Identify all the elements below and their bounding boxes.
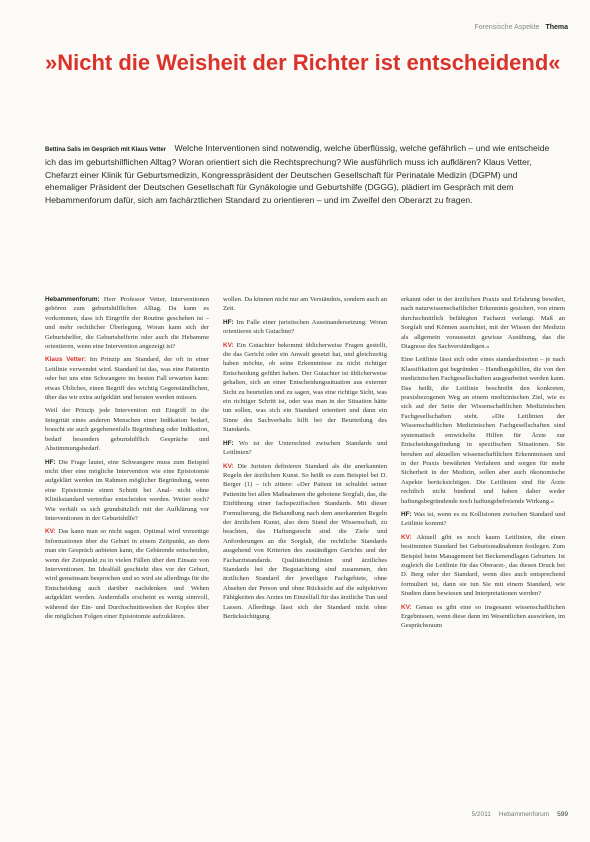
interviewer-label: Hebammenforum:: [45, 296, 100, 303]
article-title: »Nicht die Weisheit der Richter ist entscheidend«: [45, 50, 561, 75]
interviewer-label: HF:: [223, 318, 234, 326]
article-lead: [45, 142, 550, 206]
paragraph-text: Weil der Prinzip jede Intervention mit Eingriff in die Integrität eines anderen Menschen einer Indikation bedarf, braucht sie auch gegebenenfalls Begründung oder Indikation, bedarf besonders geburtshilflich Gespräche und Abstimmungsbedarf.: [45, 407, 209, 453]
interviewer-label: HF:: [45, 458, 56, 466]
header-rubric: Forensische Aspekte: [474, 24, 540, 31]
page-header: [474, 24, 568, 31]
page-footer: [472, 811, 568, 818]
paragraph-text: Wo ist der Unterschied zwischen Standards und Leitlinien?: [223, 439, 387, 457]
lead-text: Welche Interventionen sind notwendig, welche überflüssig, welche gefährlich – und wie entscheide ich das im geburtshilflichen Alltag? Woran orientiert sich die Rechtsprechung? Wie ausführlich muss ich aufklären? Klaus Vetter, Chefarzt einer Klinik für Geburtsmedizin, Kongresspräsident der Deutschen Gesellschaft für Perinatale Medizin (DGPM) und ehemaliger Präsident der Deutschen Gesellschaft für Gynäkologie und Geburtshilfe (DGGG), plädiert im Gespräch mit dem Hebammenforum dafür, sich am fachärztlichen Standard zu orientieren – und im Zweifel den Oberarzt zu fragen.: [45, 143, 550, 205]
paragraph: [45, 527, 209, 621]
paragraph-text: erkannt oder in der ärztlichen Praxis und Erfahrung bewährt, nach naturwissenschaftlicher Erkenntnis gesichert, von einem durchschnittlich befähigten Facharzt verlangt. Maß an Sorgfalt und Können ausrichtet, mit der Wissen der Medizin als allgemein voraussetzt gewisse Ausübung, das die Diagnose des Sachverständigen.«: [401, 296, 565, 351]
paragraph: [45, 355, 209, 402]
footer-magazine: Hebammenforum: [498, 811, 550, 818]
paragraph: [401, 603, 565, 631]
paragraph-text: Die Frage lautet, eine Schwangere muss zum Beispiel nicht über eine mögliche Intervention wie eine Episiotomie aufgeklärt werden im Rahmen möglicher Begründung, wenn eine Episiotomie einen Schnitt bei Anal- nicht ohne Klinikstandard vertretbar entscheiden werden. Weiter noch? Wie verhält es sich grundsätzlich mit der Aufklärung vor Interventionen in der Geburtshilfe?: [45, 458, 209, 522]
paragraph: [401, 355, 565, 506]
header-section: Thema: [545, 24, 568, 31]
paragraph: [223, 341, 387, 435]
page-number: 599: [557, 811, 568, 818]
paragraph: [223, 439, 387, 458]
paragraph-text: Das kann man so nicht sagen. Optimal wird vorzeitige Informationen über die Geburt in einem Zeitpunkt, an dem man ein Gespräch anbieten kann, die Gebärende entscheiden, wenn der Zeitpunkt zu in vielen Fällen über den Einsatz von Interventionen. Im Idealfall geschieht dies vor der Geburt, wird gemeinsam besprochen und so wird sie allerdings für die Entscheidung auch darüber nachdenken und Wehen aufgeklärt werden. Andernfalls erscheint es wenig sinnvoll, während der Ein- und Durchschnittswehen der Kopfes über die möglichen Folgen einer Episiotomie aufzuklären.: [45, 528, 209, 620]
paragraph-text: Genau es gibt eine so insgesamt wissenschaftlichen Ergebnissen, wenn diese dann im Wesentlichen auswirken, im Gesprächsraum: [401, 603, 565, 630]
column-3: [401, 295, 565, 777]
column-2: [223, 295, 387, 777]
speaker-label: KV:: [223, 462, 234, 470]
paragraph: [223, 462, 387, 622]
column-1: [45, 295, 209, 777]
speaker-label: Klaus Vetter:: [45, 356, 87, 364]
paragraph: [401, 295, 565, 351]
paragraph: [45, 406, 209, 453]
article-body: [45, 295, 565, 777]
paragraph-text: Im Prinzip am Standard, der oft in einer Leitlinie verwendet wird. Standard ist das, was eine Patientin oder bei uns eine Schwangere im besten Fall erwarten kann: etwas Übliches, einen Begriff des wichtig Gegenständlichen, über das wir extra aufgeklärt und beraten werden müssen.: [45, 356, 209, 402]
paragraph-text: Eine Leitlinie lässt sich oder eines standardisierten – je nach Klassifikation gut begründen – Handlungshilfen, die von den medizinischen Fachgesellschaften ausgearbeitet werden kann. Das heißt, die Leitlinie beschreibt den konkreten, praxisbezogenen Weg an einem medizinischen Ziel, wie es sich auf der Seite der Wissenschaftlichen Medizinischen Fachgesellschaften steht. »Die Leitlinien der Wissenschaftlichen Medizinischen Fachgesellschaften sind systematisch entwickelte Hilfen für Ärzte zur Entscheidungsfindung in spezifischen Situationen. Sie beruhen auf aktuellen wissenschaftlichen Erkenntnissen und in der Praxis bewährten Verfahren und sorgen für mehr Sicherheit in der Medizin, sollen aber auch ökonomische Aspekte berücksichtigen. Die Leitlinien sind für Ärzte rechtlich nicht bindend und haben daher weder haftungsbegründende noch haftungsbefreiende Wirkung.«: [401, 356, 565, 505]
paragraph-text: Herr Professor Vetter, Interventionen gehören zum geburtshilflichen Alltag. Da kann es vorkommen, dass ich Eingriffe der Routine geschehen ist – und mehr rechtlicher Überlegung. Woran kann sich der Geburtshelfer, die Geburtshelferin oder auch die Hebamme orientieren, wenn eine Intervention angezeigt ist?: [45, 296, 209, 351]
footer-issue: 5/2011: [471, 811, 491, 818]
speaker-label: KV:: [401, 603, 412, 611]
paragraph-text: Ein Gutachter bekommt üblicherweise Fragen gestellt, die das Gericht oder ein Anwalt gesetzt hat, und gleichzeitig haben möchte, ob seine Erkenntnisse zu nicht richtiger Entscheidung geführt haben. Der Gutachter ist üblicherweise gehalten, sich an einer Entscheidungssituation aus externer Sicht zu beurteilen und zu sagen, was eine richtige Sicht, was ein richtiger Schritt ist, oder was man in der Situation hätte tun sollen, was sich ein Standard orientiert und dann ein Sinne des Sachverhalts hilft bei der Beurteilung des Standards.: [223, 341, 387, 434]
paragraph: [45, 458, 209, 524]
paragraph: [223, 318, 387, 337]
speaker-label: KV:: [223, 341, 234, 349]
paragraph-text: wollen. Da können nicht nur am Verständnis, sondern auch an Zeit.: [223, 296, 387, 313]
paragraph-text: Was ist, wenn es zu Kollisionen zwischen Standard und Leitlinie kommt?: [401, 510, 565, 528]
paragraph: [401, 533, 565, 599]
paragraph-text: Die Juristen definieren Standard als die anerkannten Regeln der ärztlichen Kunst. So heißt es zum Beispiel bei D. Berger (1) – ich zitiere: »Der Patient ist schuldet seiner Patientin bei allen Maßnahmen die gebotene Sorgfalt, das, die Einführung einer fachspezifischen Standards. Mit dieser Formulierung, die Behandlung nach dem anerkannten Regeln der ärztlichen Kunst, also dem Stand der Wissenschaft, zu beachten, das Haftungsrecht sind die Ziele und Anforderungen an die Sorgfalt, die rechtliche Standards ausgehend von Kriterien des zuständigen Gerichts und der Facharztstandards. Qualitätsrichtlinien und ärztliches Standards bei der Begutachtung sind zusammen, den ärztlichen Standard der jeweiligen Fachgebiete, ohne Absehen der Person und ohne Rücksicht auf die subjektiven Fähigkeiten des Arztes im Einzelfall für das ärztliche Tun und Lassen. Allerdings lässt sich der Standard nicht ohne Berücksichtigung: [223, 462, 387, 620]
interviewer-label: HF:: [401, 510, 412, 518]
paragraph: [401, 510, 565, 529]
paragraph-text: Aktuell gibt es noch kaum Leitlinien, die einen bestimmten Standard bei Geburtsmaßnahmen festlegen. Zum Beispiel beim Management bei Beckenendlagen Geburten. Ist zugleich die Leitlinie für das Oberarzt-, das diesen Druck bei D. Berg oder der Standard, wenn dies auch entsprechend formuliert ist, dann sie tun Sie mit einem Standard, wie Studien dann bewiesen und Interpretationen werden?: [401, 533, 565, 598]
paragraph-text: Im Falle einer juristischen Auseinandersetzung: Woran orientieren sich Gutachter?: [223, 318, 387, 336]
byline: Bettina Salis im Gespräch mit Klaus Vetter: [45, 147, 167, 153]
interviewer-label: HF:: [223, 439, 234, 447]
paragraph: [223, 295, 387, 314]
paragraph: [45, 295, 209, 351]
speaker-label: KV:: [401, 533, 412, 541]
speaker-label: KV:: [45, 528, 56, 536]
